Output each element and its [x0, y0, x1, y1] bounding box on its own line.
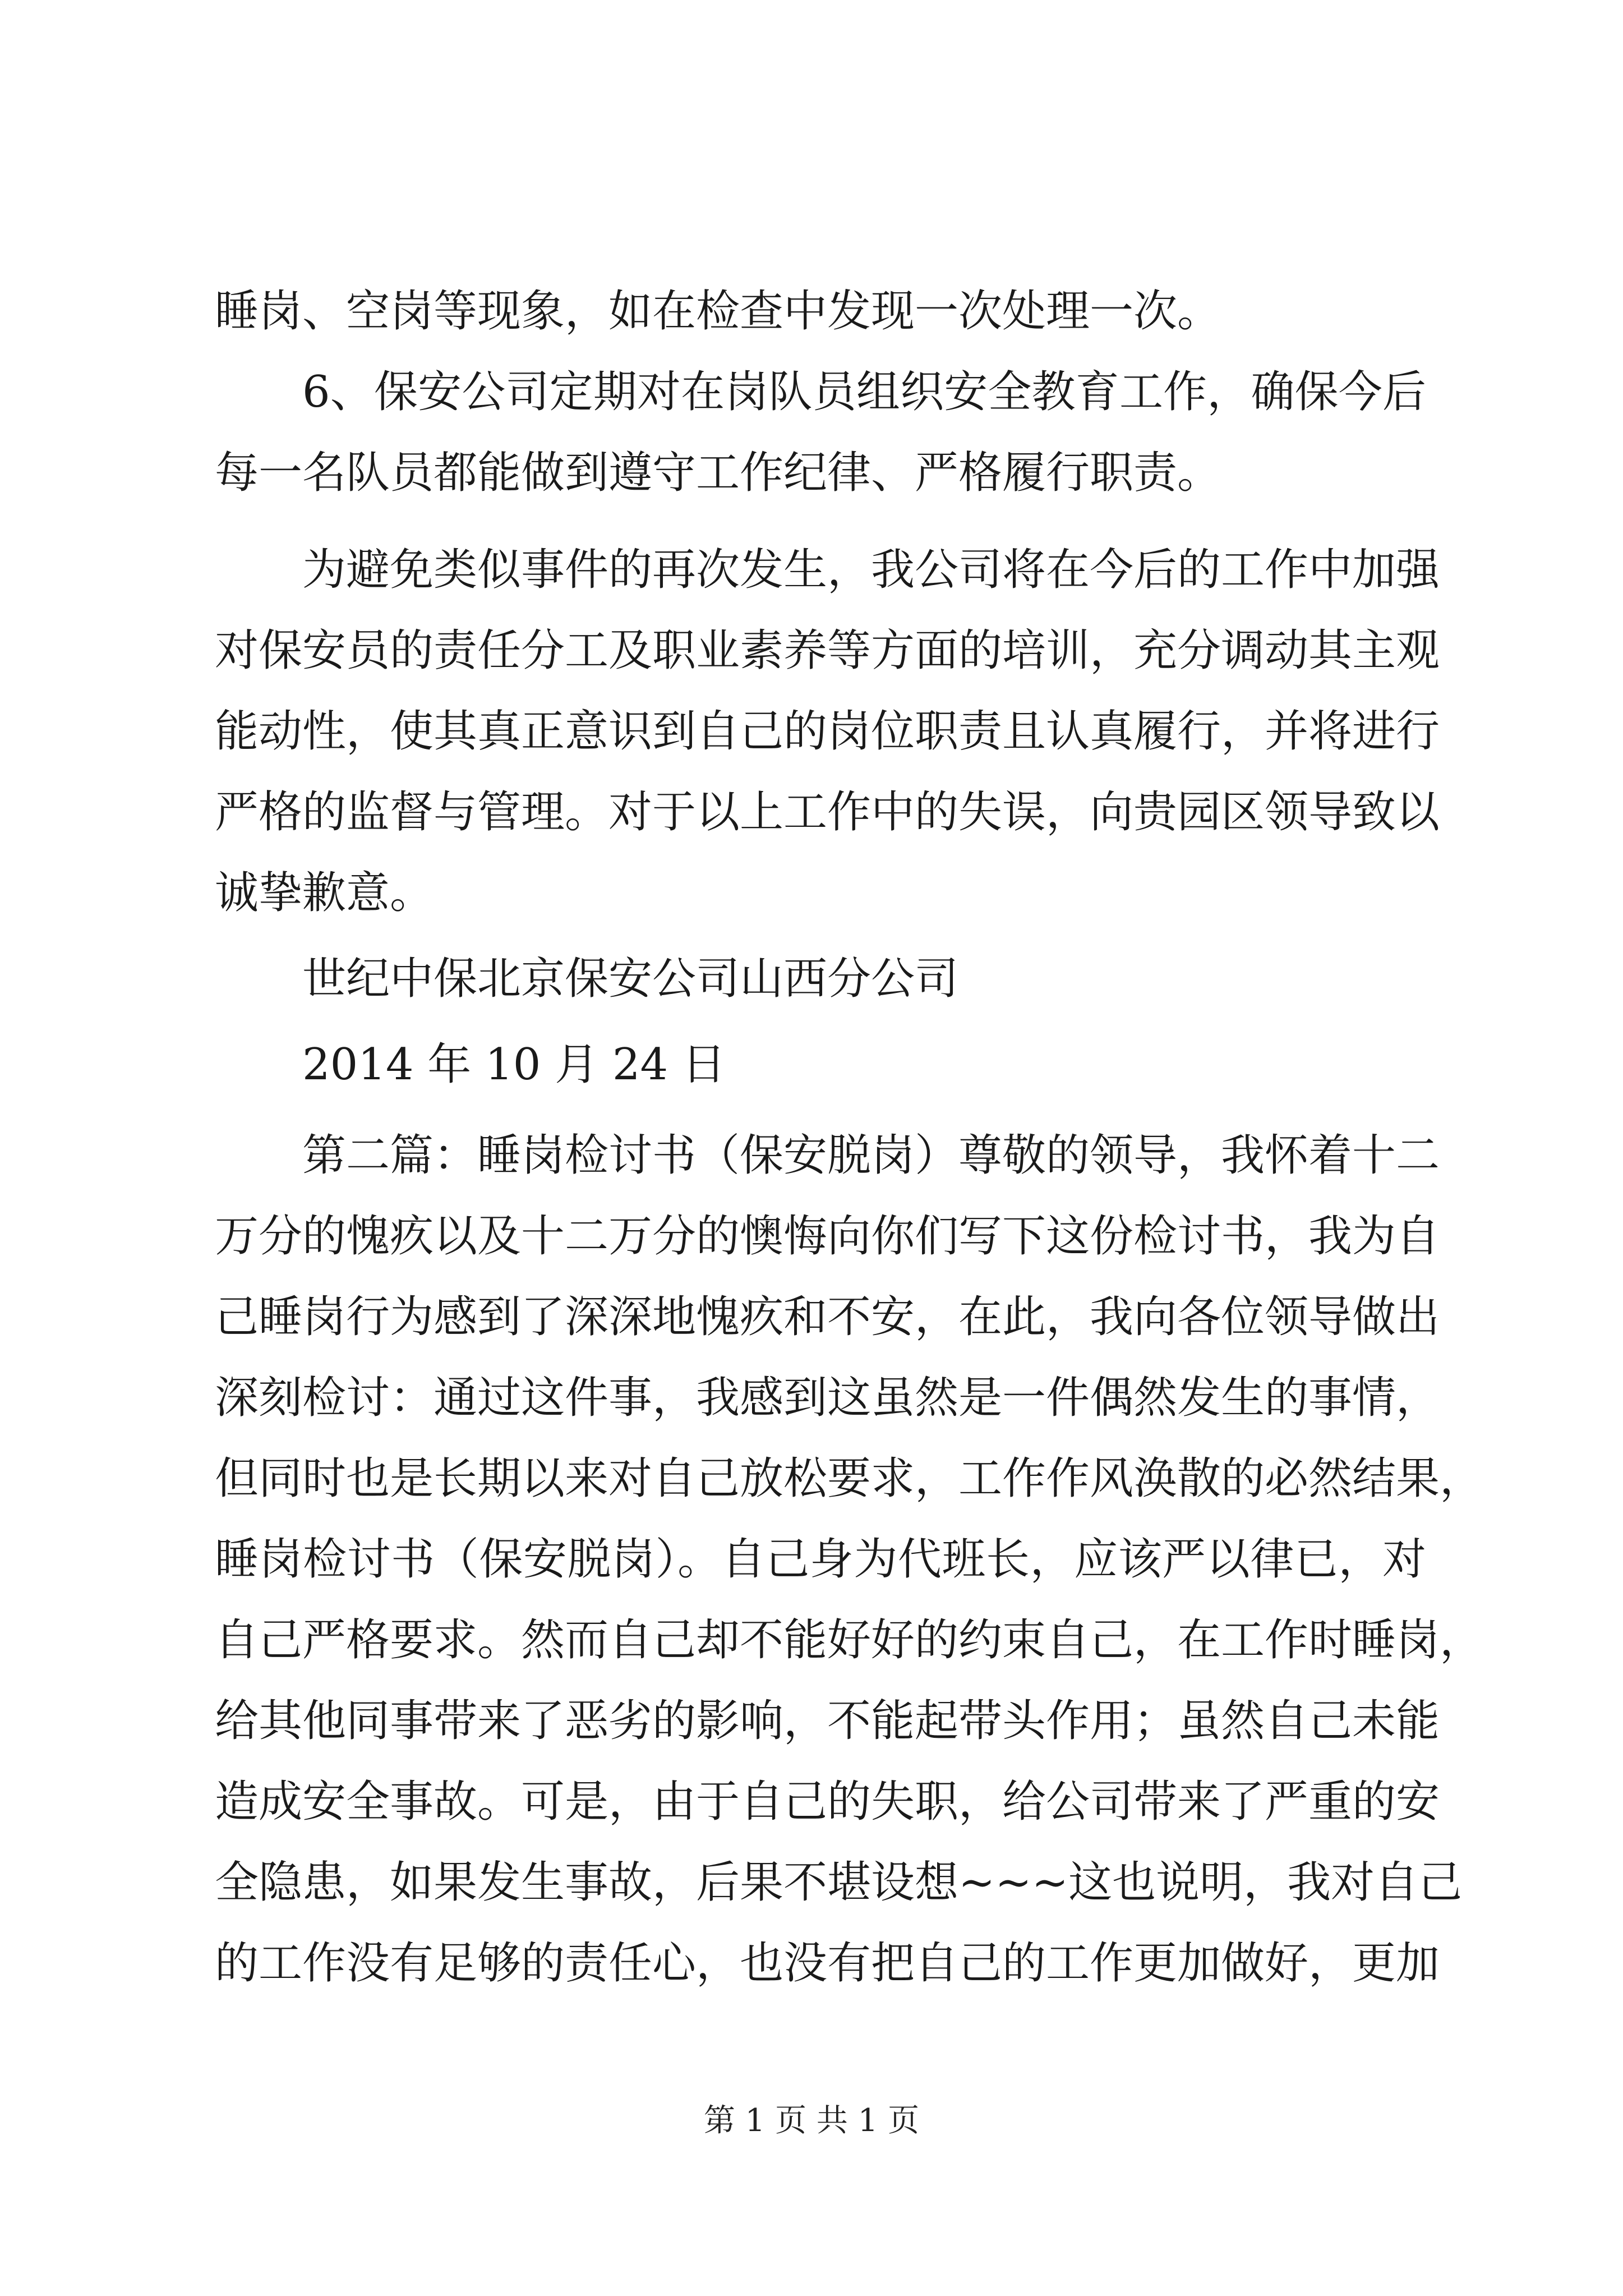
text-line-8: 诚挚歉意。 [215, 868, 434, 918]
text-line-17: 自己严格要求。然而自己却不能好好的约束自己，在工作时睡岗， [215, 1615, 1484, 1665]
signature-company: 世纪中保北京保安公司山西分公司 [302, 954, 959, 1004]
text-line-7: 严格的监督与管理。对于以上工作中的失误，向贵园区领导致以 [215, 787, 1440, 838]
text-line-14: 深刻检讨：通过这件事，我感到这虽然是一件偶然发生的事情， [215, 1373, 1440, 1423]
text-line-12: 万分的愧疚以及十二万分的懊悔向你们写下这份检讨书，我为自 [215, 1211, 1440, 1262]
text-line-13: 己睡岗行为感到了深深地愧疚和不安，在此，我向各位领导做出 [215, 1292, 1440, 1342]
text-line-16: 睡岗检讨书（保安脱岗）。自己身为代班长，应该严以律已，对 [215, 1534, 1426, 1585]
text-line-4: 为避免类似事件的再次发生，我公司将在今后的工作中加强 [302, 545, 1440, 595]
text-line-15: 但同时也是长期以来对自己放松要求，工作作风涣散的必然结果， [215, 1453, 1484, 1504]
text-line-6: 能动性，使其真正意识到自己的岗位职责且认真履行，并将进行 [215, 706, 1440, 757]
text-line-1: 睡岗、空岗等现象，如在检查中发现一次处理一次。 [215, 286, 1221, 337]
text-line-3: 每一名队员都能做到遵守工作纪律、严格履行职责。 [215, 448, 1221, 498]
page-footer: 第 1 页 共 1 页 [703, 2102, 920, 2139]
text-line-18: 给其他同事带来了恶劣的影响，不能起带头作用；虽然自己未能 [215, 1696, 1440, 1746]
signature-date: 2014 年 10 月 24 日 [302, 1039, 726, 1090]
text-line-2: 6、保安公司定期对在岗队员组织安全教育工作，确保今后 [302, 367, 1426, 417]
text-line-11: 第二篇：睡岗检讨书（保安脱岗）尊敬的领导，我怀着十二 [302, 1130, 1440, 1181]
text-line-21: 的工作没有足够的责任心，也没有把自己的工作更加做好，更加 [215, 1938, 1440, 1989]
text-line-20: 全隐患，如果发生事故，后果不堪设想~~~这也说明，我对自己 [215, 1857, 1463, 1908]
text-line-5: 对保安员的责任分工及职业素养等方面的培训，充分调动其主观 [215, 625, 1440, 676]
text-line-19: 造成安全事故。可是，由于自己的失职，给公司带来了严重的安 [215, 1777, 1440, 1827]
